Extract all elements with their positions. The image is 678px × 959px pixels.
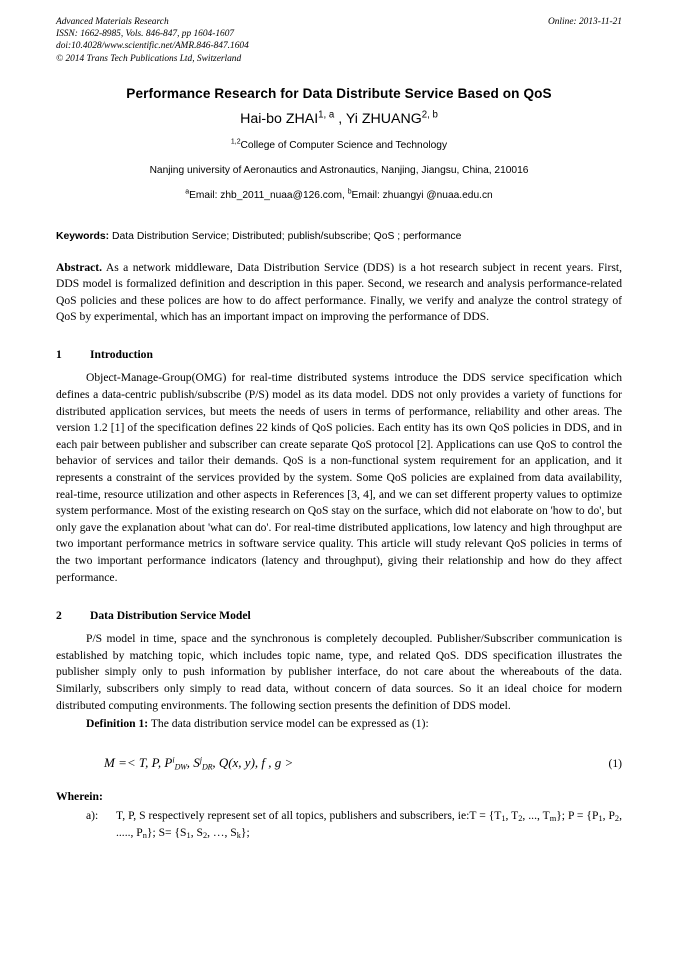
- definition-1-label: Definition 1:: [86, 717, 149, 731]
- wherein-text-6: , ....., P: [116, 808, 622, 839]
- equation-sub-1: DW: [174, 761, 187, 771]
- journal-copyright: © 2014 Trans Tech Publications Ltd, Switzerland: [56, 53, 242, 64]
- wherein-sub-1: 1: [501, 813, 506, 823]
- affiliation-line-2: Nanjing university of Aeronautics and Astronautics, Nanjing, Jiangsu, China, 210016: [149, 164, 529, 176]
- journal-masthead: [56, 16, 622, 65]
- wherein-text-3: , ..., T: [522, 808, 550, 822]
- author-1-name: Hai-bo ZHAI: [240, 110, 319, 127]
- affiliation-line-1: [56, 138, 622, 153]
- wherein-sub-6: n: [142, 830, 147, 840]
- wherein-text-5: , P: [602, 808, 615, 822]
- wherein-sub-3: m: [549, 813, 557, 823]
- equation-sup-1: i: [172, 755, 175, 765]
- section-1-number: 1: [56, 348, 62, 362]
- section-heading-2: [56, 608, 622, 624]
- definition-1-paragraph: [56, 716, 622, 733]
- section-2-number: 2: [56, 609, 62, 623]
- wherein-text-1: T, P, S respectively represent set of all topics, publishers and subscribers, ie:T = {T: [116, 808, 502, 822]
- equation-mid: , S: [186, 754, 200, 770]
- equation-1-number: (1): [608, 756, 622, 770]
- author-2-sup: 2, b: [421, 109, 438, 121]
- equation-sub-2: DR: [201, 761, 213, 771]
- journal-issn: ISSN: 1662-8985, Vols. 846-847, pp 1604-1607: [56, 29, 235, 40]
- wherein-text-7: }; S= {S: [146, 825, 187, 839]
- section-1-title: Introduction: [90, 348, 153, 362]
- wherein-sub-9: k: [236, 830, 241, 840]
- wherein-label: Wherein:: [56, 789, 103, 803]
- abstract-text: As a network middleware, Data Distribution Service (DDS) is a hot research subject in recent years. First, DDS model is formalized definition and description in this paper. Second, we research and analysis performance-related QoS policies and these polices are how to do affect performance. Finally, we verify and analyze the control strategy of QoS by experimental, which has an important impact on improving the performance of DDS.: [56, 260, 622, 324]
- email-a: Email: zhb_2011_nuaa@126.com,: [189, 189, 348, 201]
- section-2-paragraph-1: P/S model in time, space and the synchronous is completely decoupled. Publisher/Subscriber communication is established by matching topic, which includes topic name, type, and related QoS. DDS specification illustrates the publisher simply only to push information by publisher interface, do not care about the whereabouts of the data. Similarly, subscribers only simply to read data, without concern of data sources. So it an ideal choice for modern distributed computing environments. The following section presents the definition of DDS model.: [56, 632, 622, 712]
- wherein-sub-5: 2: [614, 813, 620, 823]
- wherein-sub-2: 2: [518, 813, 523, 823]
- page-title: Performance Research for Data Distribute Service Based on QoS: [126, 85, 552, 101]
- equation-lhs: M =< T, P, P: [104, 754, 173, 770]
- email-b: Email: zhuangyi @nuaa.edu.cn: [351, 189, 493, 201]
- wherein-sub-8: 2: [202, 830, 208, 840]
- author-1-sup: 1, a: [318, 109, 335, 121]
- email-a-sup: a: [185, 188, 190, 196]
- affiliation-sup: 1,2: [230, 138, 241, 146]
- wherein-text-2: , T: [505, 808, 519, 822]
- equation-rhs: , Q(x, y), f , g >: [212, 754, 294, 770]
- abstract-block: [56, 260, 622, 326]
- wherein-text-8: , S: [190, 825, 203, 839]
- equation-1-body: [104, 755, 293, 771]
- list-item-text: [116, 807, 622, 841]
- masthead-left-block: [56, 16, 249, 65]
- online-date: Online: 2013-11-21: [547, 17, 622, 27]
- journal-doi: doi:10.4028/www.scientific.net/AMR.846-847.1604: [56, 41, 249, 52]
- keywords-value: Data Distribution Service; Distributed; publish/subscribe; QoS ; performance: [109, 230, 462, 242]
- wherein-sub-4: 1: [598, 813, 603, 823]
- section-2-title: Data Distribution Service Model: [90, 609, 251, 623]
- keywords-label: Keywords:: [56, 230, 110, 242]
- keywords-line: [56, 230, 622, 244]
- email-b-sup: b: [347, 188, 352, 196]
- journal-name: Advanced Materials Research: [56, 17, 169, 27]
- equation-1: [56, 755, 622, 781]
- list-item-marker: a):: [86, 808, 99, 822]
- abstract-label: Abstract.: [56, 260, 103, 274]
- author-2-name: Yi ZHUANG: [345, 110, 422, 127]
- author-list: [56, 109, 622, 129]
- affiliation-dept: College of Computer Science and Technology: [240, 139, 448, 151]
- section-1-paragraph-1: Object-Manage-Group(OMG) for real-time distributed systems introduce the DDS service specification which defines a data-centric publish/subscribe (P/S) model as its data model. DDS not only provides a variety of functions for distributed application services, but meets the needs of users in terms of performance, reliability and other areas. The version 1.2 [1] of the specification defines 22 kinds of QoS policies. Each entity has its own QoS policies in DDS, and in each pair between publisher and subscriber can create separate QoS protocol [2]. Applications can use QoS to control the behavior of services and tailor their demands. QoS is a non-functional system requirement for an application, and it represents a constraint of the services provided by the system. Some QoS policies are explained from data availability, real-time, resource utilization and other aspects in References [3, 4], and we can set different property values to optimize system performance. Most of the existing research on QoS stay on the surface, which did not elaborate on 'how to do', but only gave the explanation about 'what can do'. For real-time distributed applications, low latency and high throughput are two important performance metrics in software service quality. This article will study relevant QoS policies in terms of the two important performance indicators (latency and throughput), giving their relationship and how do they affect performance.: [56, 371, 622, 584]
- author-emails: [56, 188, 622, 203]
- wherein-sub-7: 1: [186, 830, 191, 840]
- wherein-text-4: }; P = {P: [556, 808, 599, 822]
- section-heading-1: [56, 347, 622, 363]
- equation-sup-2: j: [199, 755, 202, 765]
- wherein-text-10: };: [240, 825, 250, 839]
- definition-1-text: The data distribution service model can be expressed as (1):: [148, 717, 429, 731]
- list-item: [56, 807, 622, 841]
- wherein-text-9: , …, S: [207, 825, 237, 839]
- author-separator: ,: [334, 110, 346, 127]
